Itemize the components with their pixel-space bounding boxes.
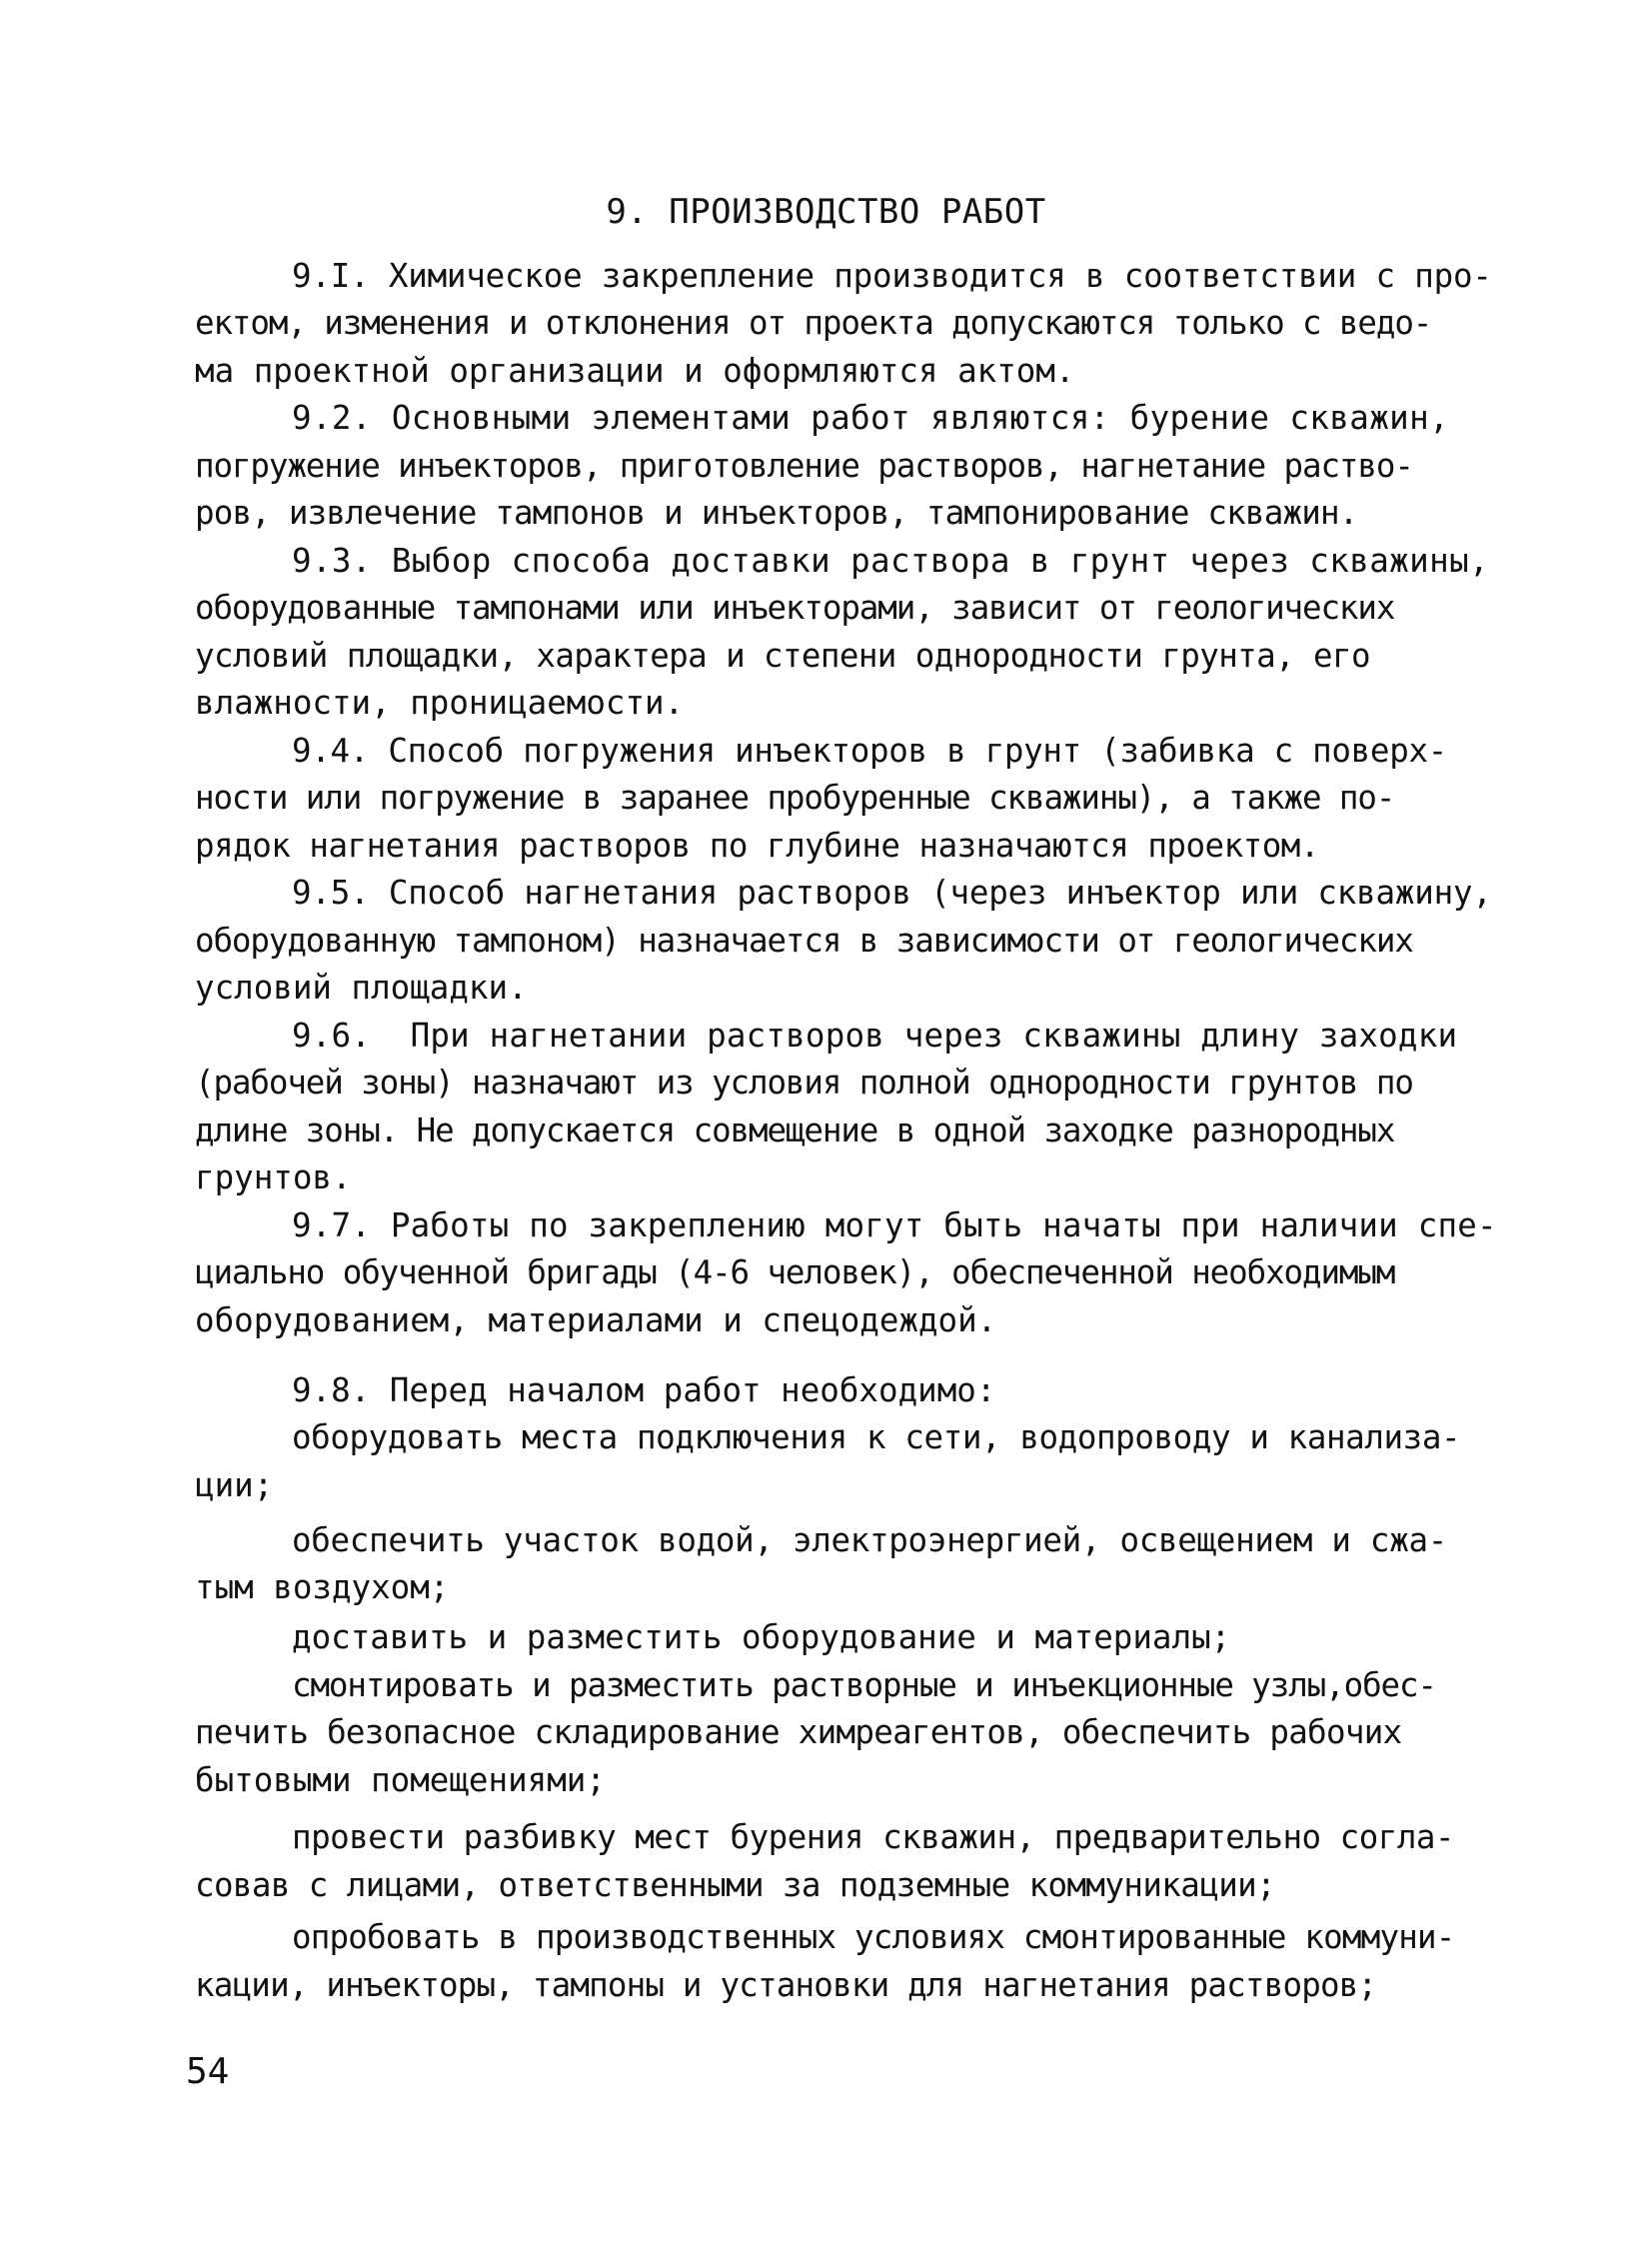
text-line: 9.I. Химическое закрепление производится в соответствии с про- [292, 257, 1492, 295]
text-line: оборудованные тампонами или инъекторами, зависит от геологических [195, 589, 1395, 627]
text-line: циально обученной бригады (4-6 человек), обеспеченной необходимым [195, 1253, 1395, 1291]
text-line: доставить и разместить оборудование и материалы; [292, 1618, 1231, 1656]
text-line: 9.7. Работы по закреплению могут быть начаты при наличии спе- [292, 1206, 1497, 1244]
text-line: 9.3. Выбор способа доставки раствора в грунт через скважины, [292, 542, 1489, 580]
text-line: (рабочей зоны) назначают из условия полной однородности грунтов по [195, 1064, 1413, 1102]
text-line: тым воздухом; [195, 1568, 450, 1606]
text-line: 9.2. Основными элементами работ являются: бурение скважин, [292, 399, 1450, 437]
text-line: погружение инъекторов, приготовление растворов, нагнетание раство- [195, 447, 1413, 485]
text-line: ров, извлечение тампонов и инъекторов, тампонирование скважин. [195, 494, 1358, 532]
text-line: 9.8. Перед началом работ необходимо: [292, 1371, 996, 1409]
text-line: обеспечить участок водой, электроэнергией, освещением и сжа- [292, 1521, 1447, 1559]
text-line: кации, инъекторы, тампоны и установки для нагнетания растворов; [195, 1966, 1377, 2004]
text-line: условий площадки, характера и степени однородности грунта, его [195, 637, 1370, 675]
section-heading: 9. ПРОИЗВОДСТВО РАБОТ [606, 192, 1046, 232]
text-line: провести разбивку мест бурения скважин, предварительно согла- [292, 1818, 1455, 1856]
text-line: ма проектной организации и оформляются актом. [195, 352, 1075, 390]
text-line: 9.4. Способ погружения инъекторов в грунт (забивка с поверх- [292, 732, 1447, 770]
text-line: ектом, изменения и отклонения от проекта допускаются только с ведо- [195, 304, 1432, 342]
text-line: оборудованием, материалами и спецодеждой. [195, 1301, 997, 1339]
text-line: бытовыми помещениями; [195, 1761, 606, 1799]
text-line: условий площадки. [195, 969, 528, 1007]
text-line: смонтировать и разместить растворные и инъекционные узлы,обес- [292, 1666, 1436, 1704]
text-line: рядок нагнетания растворов по глубине назначаются проектом. [195, 827, 1319, 865]
text-line: ции; [195, 1466, 274, 1504]
text-line: влажности, проницаемости. [195, 684, 685, 722]
text-line: совав с лицами, ответственными за подземные коммуникации; [195, 1866, 1276, 1904]
text-line: ности или погружение в заранее пробуренные скважины), а также по- [195, 779, 1395, 817]
text-line: грунтов. [195, 1158, 352, 1196]
text-line: печить безопасное складирование химреагентов, обеспечить рабочих [195, 1713, 1402, 1751]
text-line: оборудованную тампоном) назначается в зависимости от геологических [195, 922, 1413, 960]
page-number: 54 [186, 2051, 230, 2092]
text-line: 9.6. При нагнетании растворов через скважины длину заходки [292, 1017, 1458, 1055]
text-line: 9.5. Способ нагнетания растворов (через инъектор или скважину, [292, 874, 1492, 912]
text-line: длине зоны. Не допускается совмещение в одной заходке разнородных [195, 1112, 1395, 1149]
text-line: опробовать в производственных условиях смонтированные коммуни- [292, 1918, 1455, 1956]
text-line: оборудовать места подключения к сети, водопроводу и канализа- [292, 1418, 1461, 1456]
